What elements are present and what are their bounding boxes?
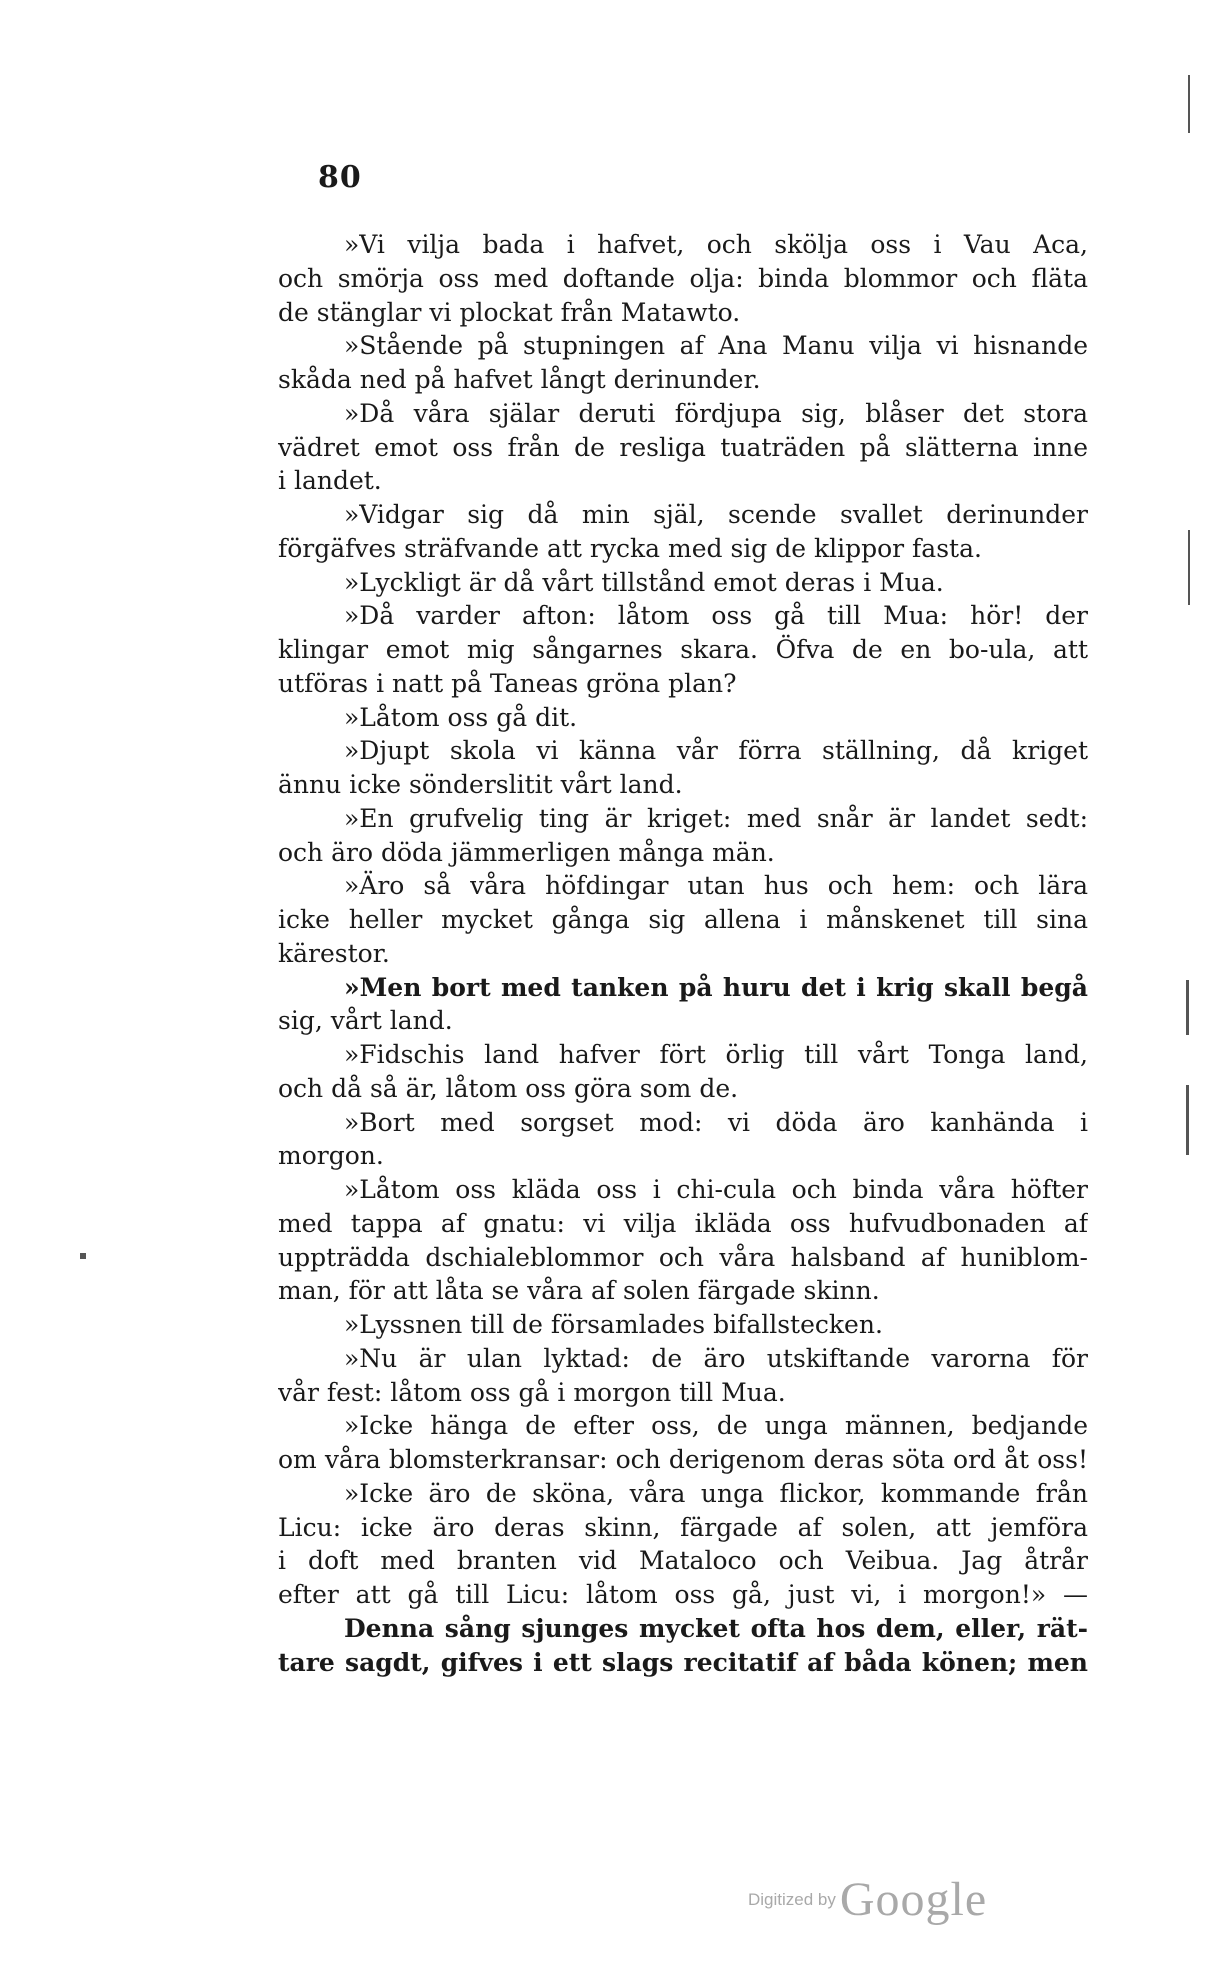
- text-line: efter att gå till Licu: låtom oss gå, just vi, i morgon!» —: [278, 1580, 1088, 1609]
- text-line: »Äro så våra höfdingar utan hus och hem: och lära: [344, 871, 1088, 901]
- text-line: »Då varder afton: låtom oss gå till Mua: hör! der: [344, 601, 1088, 631]
- text-line: man, för att låta se våra af solen färgade skinn.: [278, 1276, 880, 1306]
- text-line: »En grufvelig ting är kriget: med snår är landet sedt:: [344, 803, 1088, 833]
- text-line: »Låtom oss gå dit.: [344, 702, 578, 732]
- text-line: Licu: icke äro deras skinn, färgade af solen, att jemföra: [278, 1512, 1088, 1542]
- text-line: »Vidgar sig då min själ, scende svallet derinunder: [344, 500, 1088, 529]
- text-line: sig, vårt land.: [278, 1006, 453, 1036]
- text-line: och äro döda jämmerligen många män.: [278, 837, 775, 867]
- google-logo: Google: [839, 1873, 988, 1926]
- scan-edge-mark: [1188, 75, 1190, 133]
- text-line: »Då våra själar deruti fördjupa sig, blåser det stora: [344, 398, 1088, 428]
- text-line: i landet.: [278, 466, 382, 496]
- body-text: [278, 228, 1088, 1679]
- scan-edge-mark: [1188, 530, 1190, 605]
- text-line: om våra blomsterkransar: och derigenom deras söta ord åt oss!: [278, 1445, 1088, 1474]
- text-line: med tappa af gnatu: vi vilja ikläda oss hufvudbonaden af: [278, 1208, 1088, 1238]
- text-line: »Nu är ulan lyktad: de äro utskiftande varorna för: [344, 1343, 1088, 1373]
- text-line: »Bort med sorgset mod: vi döda äro kanhända i: [344, 1107, 1088, 1137]
- text-line: klingar emot mig sångarnes skara. Öfva de en bo-ula, att: [278, 635, 1088, 664]
- text-line: de stänglar vi plockat från Matawto.: [278, 297, 741, 327]
- text-line: »Lyckligt är då vårt tillstånd emot deras i Mua.: [344, 567, 944, 597]
- text-line: »Icke hänga de efter oss, de unga männen, bedjande: [344, 1411, 1088, 1441]
- text-line: »Fidschis land hafver fört örlig till vårt Tonga land,: [344, 1040, 1088, 1069]
- text-line: »Djupt skola vi känna vår förra ställning, då kriget: [344, 736, 1088, 766]
- text-line: tare sagdt, gifves i ett slags recitatif af båda könen; men: [278, 1647, 1088, 1677]
- text-line: förgäfves sträfvande att rycka med sig de klippor fasta.: [278, 533, 982, 563]
- text-line: »Vi vilja bada i hafvet, och skölja oss i Vau Aca,: [344, 230, 1088, 259]
- text-line: »Stående på stupningen af Ana Manu vilja vi hisnande: [344, 331, 1088, 361]
- text-line: Denna sång sjunges mycket ofta hos dem, eller, rät-: [344, 1613, 1088, 1643]
- watermark-prefix: Digitized by: [748, 1890, 836, 1909]
- scan-dot: [80, 1253, 86, 1259]
- text-line: och smörja oss med doftande olja: binda blommor och fläta: [278, 263, 1088, 293]
- text-line: icke heller mycket gånga sig allena i månskenet till sina: [278, 905, 1088, 934]
- text-line: »Låtom oss kläda oss i chi-cula och binda våra höfter: [344, 1175, 1088, 1204]
- text-line: utföras i natt på Taneas gröna plan?: [278, 668, 737, 698]
- text-line: morgon.: [278, 1141, 384, 1171]
- scan-edge-mark: [1186, 1085, 1189, 1155]
- text-line: kärestor.: [278, 938, 390, 968]
- text-line: »Men bort med tanken på huru det i krig skall begå: [344, 972, 1088, 1002]
- scan-edge-mark: [1186, 980, 1189, 1035]
- text-line: vädret emot oss från de resliga tuaträden på slätterna inne: [278, 432, 1088, 462]
- text-line: uppträdda dschialeblommor och våra halsband af huniblom-: [278, 1242, 1088, 1272]
- digitized-watermark: [748, 1872, 987, 1927]
- text-line: »Lyssnen till de församlades bifallstecken.: [344, 1310, 883, 1339]
- text-line: i doft med branten vid Mataloco och Veibua. Jag åtrår: [278, 1546, 1088, 1576]
- text-line: och då så är, låtom oss göra som de.: [278, 1073, 739, 1103]
- text-line: »Icke äro de sköna, våra unga flickor, kommande från: [344, 1478, 1088, 1508]
- text-line: ännu icke sönderslitit vårt land.: [278, 770, 683, 799]
- text-line: vår fest: låtom oss gå i morgon till Mua.: [278, 1377, 786, 1407]
- page-number: 80: [318, 160, 362, 195]
- text-line: skåda ned på hafvet långt derinunder.: [278, 365, 761, 394]
